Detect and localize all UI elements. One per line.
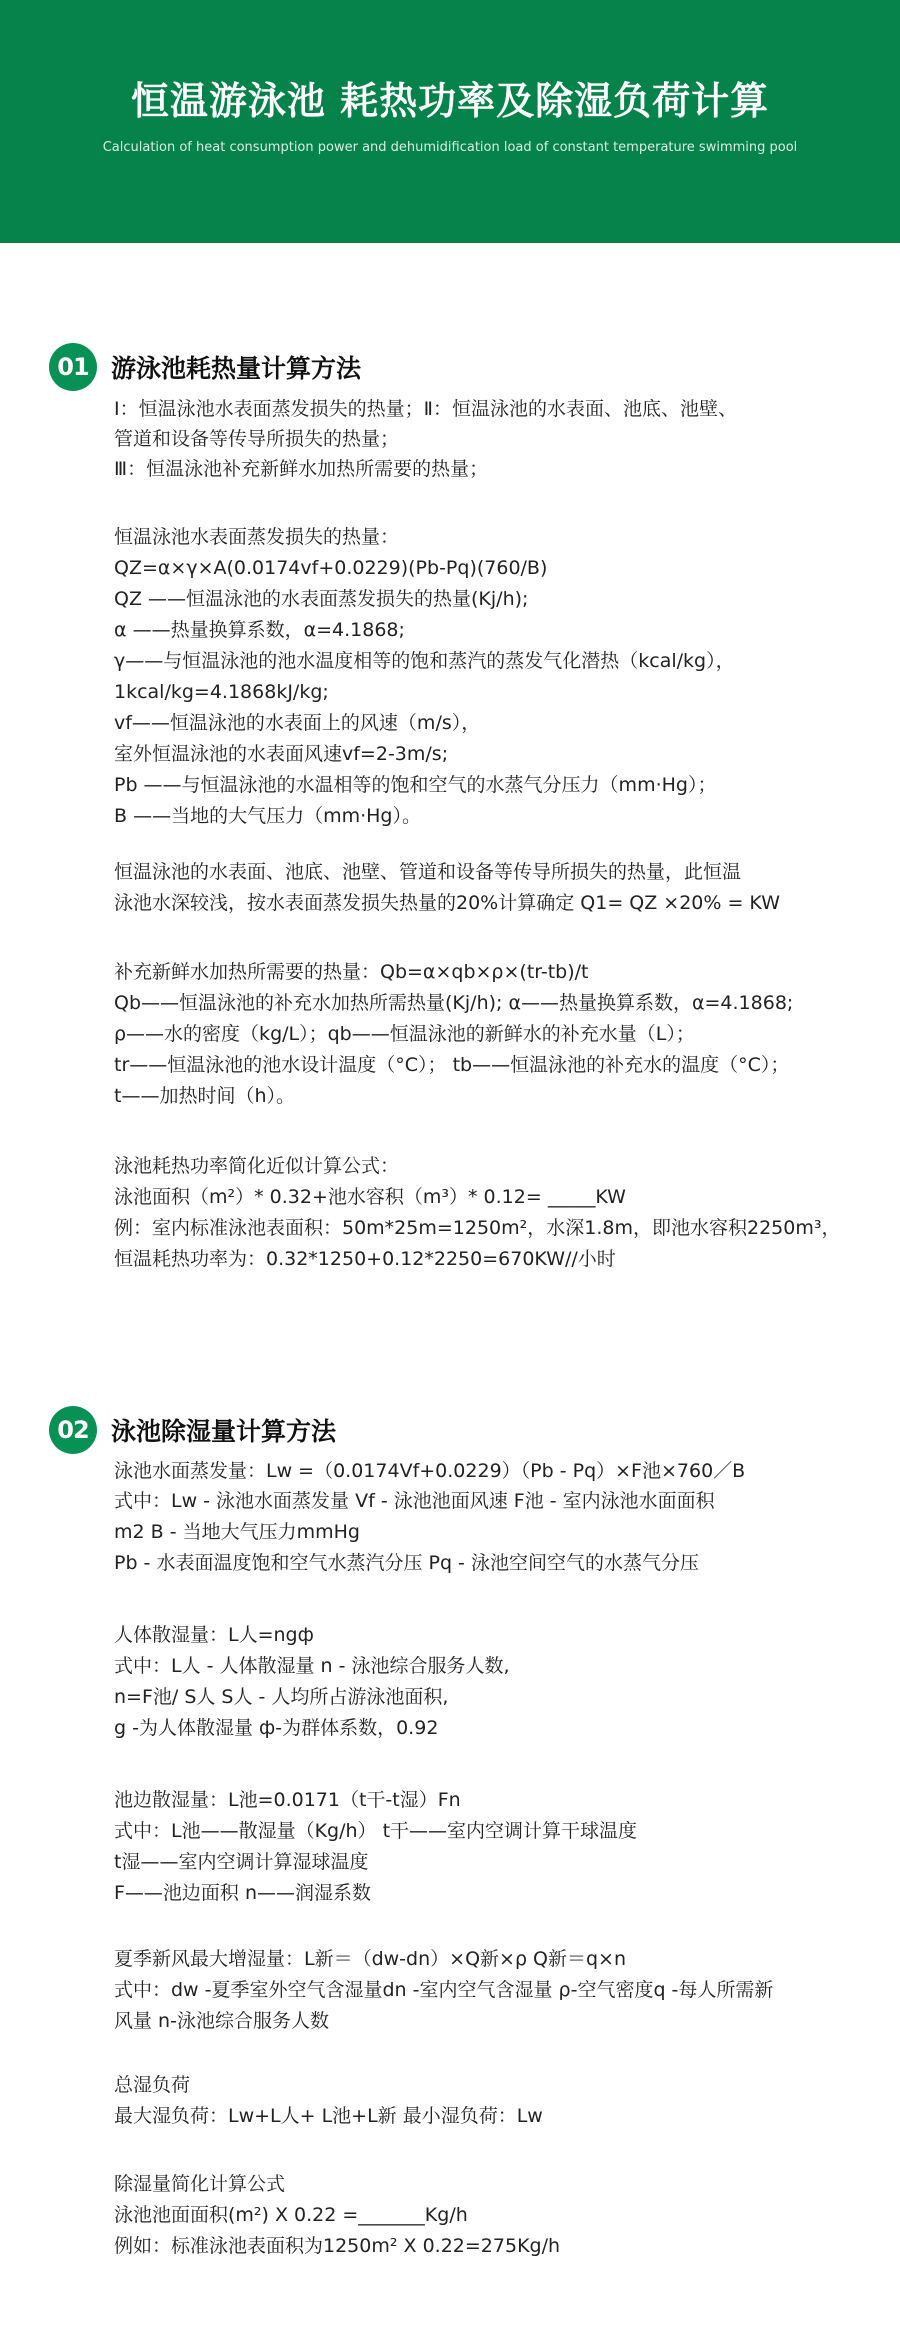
section-01-line: 室外恒温泳池的水表面风速vf=2-3m/s;: [114, 743, 449, 765]
section-01-line: 补充新鲜水加热所需要的热量：Qb=α×qb×ρ×(tr-tb)/t: [114, 961, 589, 983]
section-01-line: t——加热时间（h）。: [114, 1085, 295, 1107]
section-02-line: 泳池水面蒸发量：Lw =（0.0174Vf+0.0229）（Pb - Pq）×F池×760／B: [114, 1460, 746, 1482]
section-02-line: 式中：L人 - 人体散湿量 n - 泳池综合服务人数,: [114, 1655, 510, 1677]
section-number-badge: 01: [49, 343, 97, 391]
section-02-line: Pb - 水表面温度饱和空气水蒸汽分压 Pq - 泳池空间空气的水蒸气分压: [114, 1552, 699, 1574]
section-01-line: α ——热量换算系数，α=4.1868;: [114, 619, 405, 641]
section-02-line: m2 B - 当地大气压力mmHg: [114, 1521, 360, 1543]
section-01-line: 管道和设备等传导所损失的热量；: [114, 428, 400, 450]
section-title: 泳池除湿量计算方法: [111, 1417, 337, 1446]
section-01-line: Ⅲ：恒温泳池补充新鲜水加热所需要的热量；: [114, 458, 489, 480]
section-02-heading: [49, 1405, 336, 1455]
section-01-line: Pb ——与恒温泳池的水温相等的饱和空气的水蒸气分压力（mm·Hg）；: [114, 774, 717, 796]
page-title: 恒温游泳池 耗热功率及除湿负荷计算: [130, 79, 770, 123]
section-02-line: F——池边面积 n——润湿系数: [114, 1882, 372, 1904]
section-02-line: 除湿量简化计算公式: [114, 2173, 286, 2195]
page-header: [0, 0, 900, 243]
section-02-line: t湿——室内空调计算湿球温度: [114, 1851, 369, 1873]
section-01-line: Qb——恒温泳池的补充水加热所需热量(Kj/h); α——热量换算系数，α=4.1868;: [114, 992, 794, 1014]
section-01-line: 泳池面积（m²）* 0.32+池水容积（m³）* 0.12= _____KW: [114, 1186, 626, 1208]
section-01-line: Ⅰ：恒温泳池水表面蒸发损失的热量；Ⅱ：恒温泳池的水表面、池底、池壁、: [114, 398, 737, 420]
section-01-line: QZ ——恒温泳池的水表面蒸发损失的热量(Kj/h);: [114, 588, 529, 610]
section-01-line: 泳池水深较浅，按水表面蒸发损失热量的20%计算确定 Q1= QZ ×20% = KW: [114, 892, 781, 914]
section-number-badge: 02: [49, 1406, 97, 1454]
section-02-line: 式中：Lw - 泳池水面蒸发量 Vf - 泳池池面风速 F池 - 室内泳池水面面积: [114, 1490, 715, 1512]
section-01-line: 恒温泳池水表面蒸发损失的热量：: [114, 526, 400, 548]
section-02-line: g -为人体散湿量 ф-为群体系数，0.92: [114, 1717, 439, 1739]
section-01-heading: [49, 342, 361, 392]
section-02-line: 最大湿负荷：Lw+L人+ L池+L新 最小湿负荷：Lw: [114, 2105, 543, 2127]
section-01-line: tr——恒温泳池的池水设计温度（°C）； tb——恒温泳池的补充水的温度（°C）；: [114, 1054, 790, 1076]
section-02-line: 风量 n-泳池综合服务人数: [114, 2010, 329, 2032]
section-02-line: 总湿负荷: [114, 2074, 191, 2096]
section-02-line: 池边散湿量：L池=0.0171（t干-t湿）Fn: [114, 1789, 461, 1811]
section-02-line: 泳池池面面积(m²) X 0.22 =_______Kg/h: [114, 2204, 468, 2226]
section-01-line: 1kcal/kg=4.1868kJ/kg;: [114, 681, 329, 703]
section-02-line: 人体散湿量：L人=ngф: [114, 1624, 314, 1646]
page-subtitle: Calculation of heat consumption power and dehumidification load of constant temperature swimming pool: [102, 140, 798, 155]
section-title: 游泳池耗热量计算方法: [111, 354, 362, 383]
section-02-line: 式中：dw -夏季室外空气含湿量dn -室内空气含湿量 ρ-空气密度q -每人所需新: [114, 1979, 774, 2001]
section-01-line: vf——恒温泳池的水表面上的风速（m/s），: [114, 712, 481, 734]
section-01-line: 例：室内标准泳池表面积：50m*25m=1250m²，水深1.8m，即池水容积2250m³，: [114, 1217, 841, 1239]
section-02-line: 例如：标准泳池表面积为1250m² X 0.22=275Kg/h: [114, 2235, 561, 2257]
section-01-line: QZ=α×γ×A(0.0174vf+0.0229)(Pb-Pq)(760/B): [114, 557, 548, 579]
section-01-line: ρ——水的密度（kg/L）；qb——恒温泳池的新鲜水的补充水量（L）；: [114, 1023, 695, 1045]
section-01-line: B ——当地的大气压力（mm·Hg）。: [114, 805, 421, 827]
section-01-line: 恒温泳池的水表面、池底、池壁、管道和设备等传导所损失的热量，此恒温: [114, 861, 742, 883]
section-02-line: 夏季新风最大增湿量：L新＝（dw-dn）×Q新×ρ Q新＝q×n: [114, 1948, 627, 1970]
section-02-line: n=F池/ S人 S人 - 人均所占游泳池面积,: [114, 1686, 449, 1708]
section-01-line: γ——与恒温泳池的池水温度相等的饱和蒸汽的蒸发气化潜热（kcal/kg），: [114, 650, 735, 672]
section-01-line: 恒温耗热功率为：0.32*1250+0.12*2250=670KW//小时: [114, 1248, 616, 1270]
section-01-line: 泳池耗热功率简化近似计算公式：: [114, 1155, 400, 1177]
section-02-line: 式中：L池——散湿量（Kg/h） t干——室内空调计算干球温度: [114, 1820, 638, 1842]
